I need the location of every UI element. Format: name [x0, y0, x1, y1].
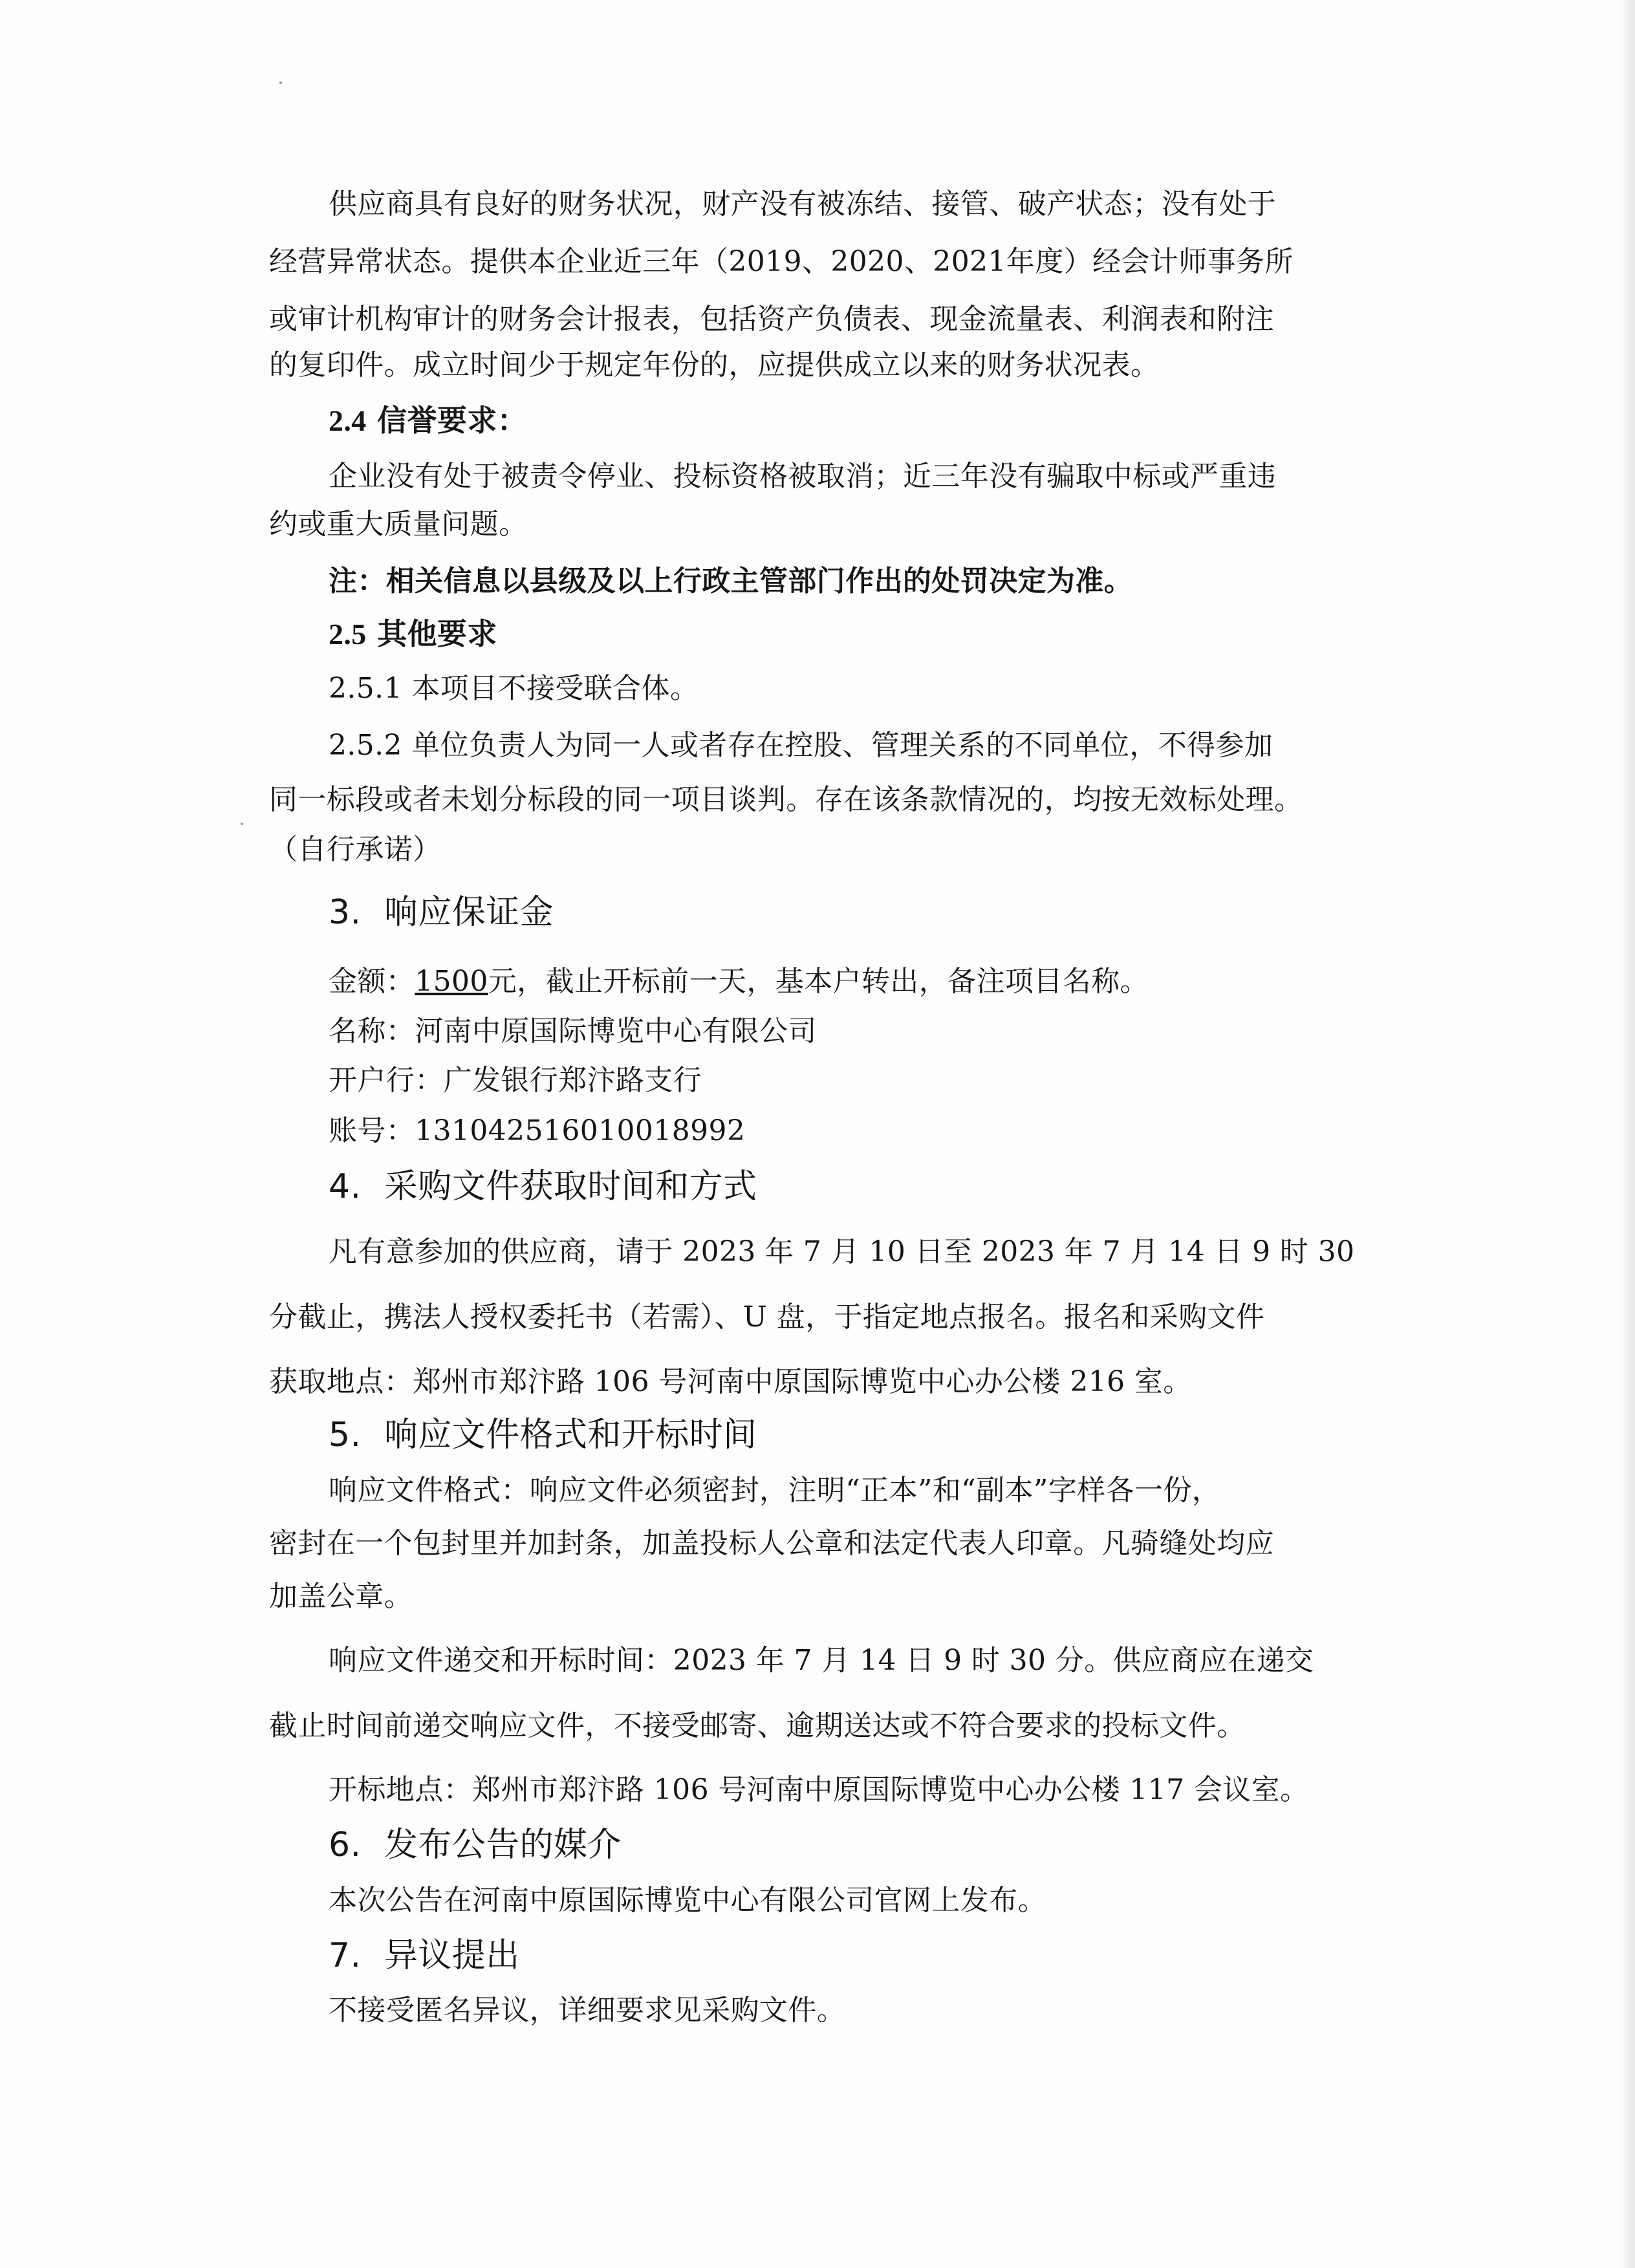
procurement-heading-number: 4.: [329, 1167, 362, 1206]
deposit-account-line: 账号：131042516010018992: [329, 1114, 746, 1147]
media-heading-number: 6.: [329, 1826, 362, 1864]
procurement-line-2: 分截止，携法人授权委托书（若需）、U 盘，于指定地点报名。报名和采购文件: [269, 1301, 1265, 1334]
deposit-heading: [329, 891, 1447, 934]
response-format-line-2: 密封在一个包封里并加封条，加盖投标人公章和法定代表人印章。凡骑缝处均应: [269, 1527, 1274, 1560]
media-line: 本次公告在河南中原国际博览中心有限公司官网上发布。: [329, 1884, 1046, 1917]
other-item-2-line-3: （自行承诺）: [269, 833, 442, 866]
credit-heading: [329, 401, 1447, 440]
other-item-2-line-2: 同一标段或者未划分标段的同一项目谈判。存在该条款情况的，均按无效标处理。: [269, 783, 1303, 816]
deposit-heading-title: 响应保证金: [384, 893, 554, 932]
finance-line-1: 供应商具有良好的财务状况，财产没有被冻结、接管、破产状态；没有处于: [329, 188, 1277, 221]
credit-line-1: 企业没有处于被责令停业、投标资格被取消；近三年没有骗取中标或严重违: [329, 460, 1277, 493]
objection-heading: [329, 1934, 1447, 1977]
response-heading: [329, 1414, 1447, 1456]
finance-line-4: 的复印件。成立时间少于规定年份的，应提供成立以来的财务状况表。: [269, 349, 1160, 382]
objection-line: 不接受匿名异议，详细要求见采购文件。: [329, 1994, 846, 2027]
response-heading-number: 5.: [329, 1416, 362, 1454]
other-item-2-line-1: 2.5.2 单位负责人为同一人或者存在控股、管理关系的不同单位，不得参加: [329, 729, 1273, 762]
response-time-line-2: 截止时间前递交响应文件，不接受邮寄、逾期送达或不符合要求的投标文件。: [269, 1709, 1246, 1742]
scan-speck: [279, 81, 282, 84]
response-format-line-1: 响应文件格式：响应文件必须密封，注明“正本”和“副本”字样各一份，: [329, 1474, 1221, 1507]
media-heading: [329, 1824, 1447, 1866]
other-heading-label: 其他要求: [377, 616, 497, 651]
objection-heading-title: 异议提出: [384, 1936, 520, 1975]
deposit-amount-line: [329, 962, 1389, 1001]
deposit-heading-number: 3.: [329, 893, 362, 932]
other-heading-number: 2.5: [329, 618, 367, 651]
procurement-heading-title: 采购文件获取时间和方式: [384, 1167, 757, 1206]
media-heading-title: 发布公告的媒介: [384, 1826, 622, 1864]
scan-speck: [241, 823, 243, 825]
credit-heading-number: 2.4: [329, 404, 367, 437]
finance-line-2: 经营异常状态。提供本企业近三年（2019、2020、2021年度）经会计师事务所: [269, 245, 1294, 278]
response-format-line-3: 加盖公章。: [269, 1580, 413, 1613]
procurement-line-3: 获取地点：郑州市郑汴路 106 号河南中原国际博览中心办公楼 216 室。: [269, 1365, 1192, 1398]
finance-line-3: 或审计机构审计的财务会计报表，包括资产负债表、现金流量表、利润表和附注: [269, 303, 1274, 336]
credit-line-2: 约或重大质量问题。: [269, 508, 528, 541]
deposit-name-line: 名称：河南中原国际博览中心有限公司: [329, 1015, 817, 1048]
deposit-amount-label: 金额：: [329, 965, 415, 998]
response-time-line-1: 响应文件递交和开标时间：2023 年 7 月 14 日 9 时 30 分。供应商应在递交: [329, 1644, 1314, 1677]
deposit-bank-line: 开户行：广发银行郑汴路支行: [329, 1064, 702, 1097]
response-heading-title: 响应文件格式和开标时间: [384, 1416, 757, 1454]
page-edge-shadow: [1618, 0, 1635, 2268]
objection-heading-number: 7.: [329, 1936, 362, 1975]
procurement-heading: [329, 1165, 1447, 1208]
procurement-line-1: 凡有意参加的供应商，请于 2023 年 7 月 10 日至 2023 年 7 月 14 日 9 时 30: [329, 1235, 1355, 1268]
other-item-1: 2.5.1 本项目不接受联合体。: [329, 672, 699, 705]
credit-heading-label: 信誉要求：: [377, 403, 528, 438]
other-heading: [329, 614, 1447, 654]
deposit-amount-value: 1500: [415, 965, 488, 998]
response-location-line: 开标地点：郑州市郑汴路 106 号河南中原国际博览中心办公楼 117 会议室。: [329, 1773, 1309, 1806]
credit-note: 注：相关信息以县级及以上行政主管部门作出的处罚决定为准。: [329, 565, 1133, 598]
deposit-amount-rest: 元，截止开标前一天，基本户转出，备注项目名称。: [488, 965, 1149, 998]
